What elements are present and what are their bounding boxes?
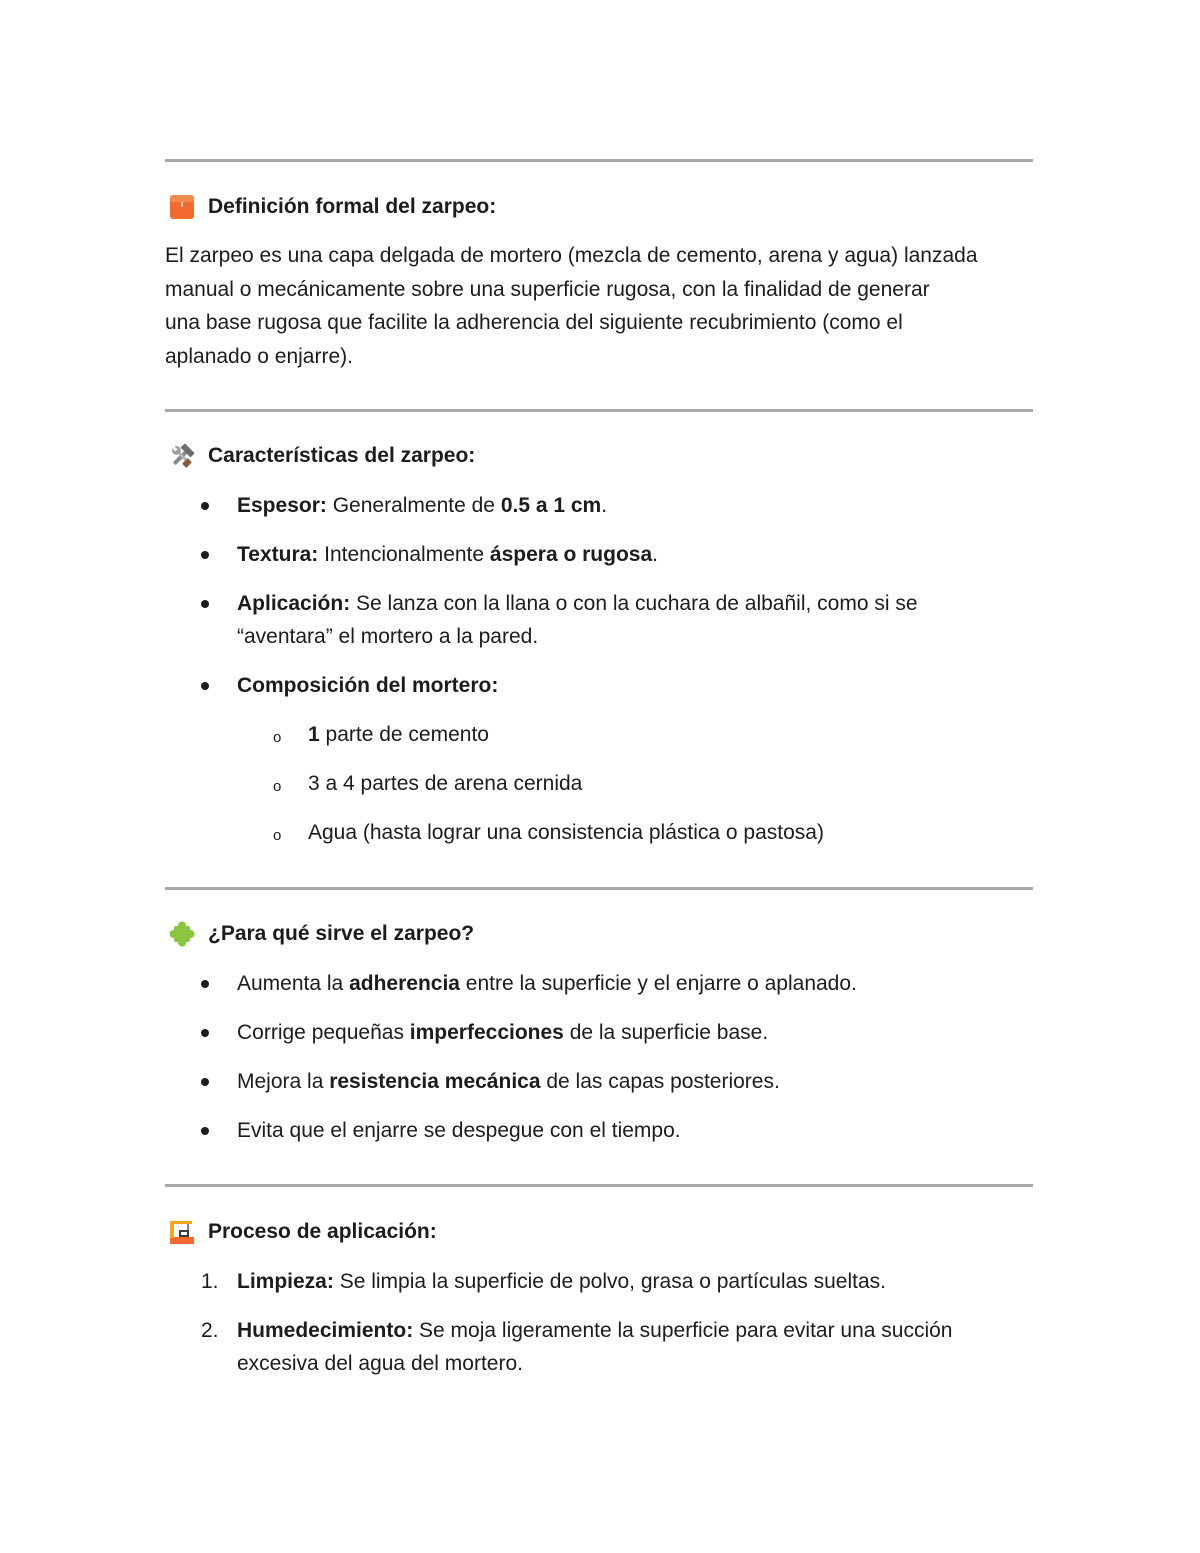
item-bold: 0.5 a 1 cm bbox=[500, 494, 602, 517]
step-text-continued: excesiva del agua del mortero. bbox=[237, 1352, 523, 1375]
section-title: Proceso de aplicación: bbox=[208, 1220, 437, 1243]
list-item-resistencia bbox=[237, 1065, 1017, 1098]
bullet bbox=[201, 980, 209, 988]
step-text: Se moja ligeramente la superficie para evitar una succión bbox=[413, 1319, 953, 1342]
list-item-adherencia bbox=[237, 967, 1017, 1000]
item-text: Mejora la bbox=[237, 1070, 330, 1093]
list-item-textura bbox=[237, 538, 1017, 571]
list-item-espesor bbox=[237, 489, 1017, 522]
item-text-continued: “aventara” el mortero a la pared. bbox=[237, 625, 539, 648]
item-text: Aumenta la bbox=[237, 972, 350, 995]
building-construction-icon bbox=[169, 1219, 195, 1245]
sub-bullet: o bbox=[273, 729, 282, 746]
horizontal-rule bbox=[165, 409, 1033, 412]
section-heading-caracteristicas bbox=[165, 441, 475, 471]
paragraph-line: manual o mecánicamente sobre una superficie rugosa, con la finalidad de generar bbox=[165, 277, 930, 301]
item-text: entre la superficie y el enjarre o aplanado. bbox=[459, 972, 857, 995]
bullet bbox=[201, 600, 209, 608]
bullet bbox=[201, 1029, 209, 1037]
section-title: ¿Para qué sirve el zarpeo? bbox=[208, 922, 475, 945]
section-heading-definicion bbox=[165, 192, 496, 222]
list-item-despegue bbox=[237, 1114, 1017, 1147]
sub-item-arena: 3 a 4 partes de arena cernida bbox=[308, 772, 583, 795]
sub-item-cemento bbox=[308, 718, 489, 751]
orange-square-icon bbox=[169, 194, 195, 220]
step-humedecimiento bbox=[237, 1314, 1017, 1380]
horizontal-rule bbox=[165, 1184, 1033, 1187]
item-end: . bbox=[652, 543, 658, 566]
item-text: Evita que el enjarre se despegue con el tiempo. bbox=[237, 1119, 681, 1142]
paragraph-line: una base rugosa que facilite la adherencia del siguiente recubrimiento (como el bbox=[165, 311, 903, 334]
list-item-composicion bbox=[237, 669, 1017, 702]
item-text: Se lanza con la llana o con la cuchara de albañil, como si se bbox=[350, 592, 918, 615]
horizontal-rule bbox=[165, 887, 1033, 890]
item-end: . bbox=[601, 494, 608, 517]
step-label: Limpieza: bbox=[237, 1270, 334, 1293]
item-label: Composición del mortero: bbox=[237, 674, 499, 697]
green-puzzle-icon bbox=[169, 921, 195, 947]
item-label: Textura: bbox=[237, 543, 319, 566]
list-item-imperfecciones bbox=[237, 1016, 1017, 1049]
definition-paragraph bbox=[165, 239, 1033, 373]
item-bold: adherencia bbox=[349, 972, 460, 995]
paragraph-line: El zarpeo es una capa delgada de mortero (mezcla de cemento, arena y agua) lanzada bbox=[165, 244, 978, 267]
sub-bullet: o bbox=[273, 778, 282, 795]
sub-item-text: parte de cemento bbox=[319, 723, 489, 746]
bullet bbox=[201, 682, 209, 690]
section-heading-proceso bbox=[165, 1217, 437, 1247]
item-text: de la superficie base. bbox=[563, 1021, 769, 1044]
bullet bbox=[201, 1078, 209, 1086]
sub-bullet: o bbox=[273, 827, 282, 844]
step-number: 2. bbox=[201, 1319, 219, 1342]
hammer-and-wrench-icon bbox=[169, 443, 195, 469]
section-title: Definición formal del zarpeo: bbox=[208, 195, 497, 218]
item-text: Generalmente de bbox=[326, 494, 501, 517]
item-text: de las capas posteriores. bbox=[540, 1070, 780, 1093]
section-heading-para-que bbox=[165, 919, 474, 949]
sub-item-agua: Agua (hasta lograr una consistencia plástica o pastosa) bbox=[308, 821, 824, 844]
paragraph-line: aplanado o enjarre). bbox=[165, 344, 353, 368]
bullet bbox=[201, 551, 209, 559]
step-number: 1. bbox=[201, 1270, 219, 1293]
item-text: Corrige pequeñas bbox=[237, 1021, 410, 1044]
bullet bbox=[201, 502, 209, 510]
list-item-aplicacion bbox=[237, 587, 1017, 653]
item-bold: imperfecciones bbox=[409, 1021, 564, 1044]
step-limpieza bbox=[237, 1265, 1017, 1298]
item-label: Aplicación: bbox=[237, 592, 351, 615]
sub-item-bold: 1 bbox=[308, 723, 320, 746]
item-bold: resistencia mecánica bbox=[329, 1070, 541, 1093]
section-title: Características del zarpeo: bbox=[208, 444, 476, 467]
bullet bbox=[201, 1127, 209, 1135]
item-bold: áspera o rugosa bbox=[489, 543, 653, 566]
step-label: Humedecimiento: bbox=[237, 1319, 414, 1342]
horizontal-rule bbox=[165, 159, 1033, 162]
item-text: Intencionalmente bbox=[318, 543, 490, 566]
item-label: Espesor: bbox=[237, 494, 327, 517]
step-text: Se limpia la superficie de polvo, grasa o partículas sueltas. bbox=[333, 1270, 886, 1293]
